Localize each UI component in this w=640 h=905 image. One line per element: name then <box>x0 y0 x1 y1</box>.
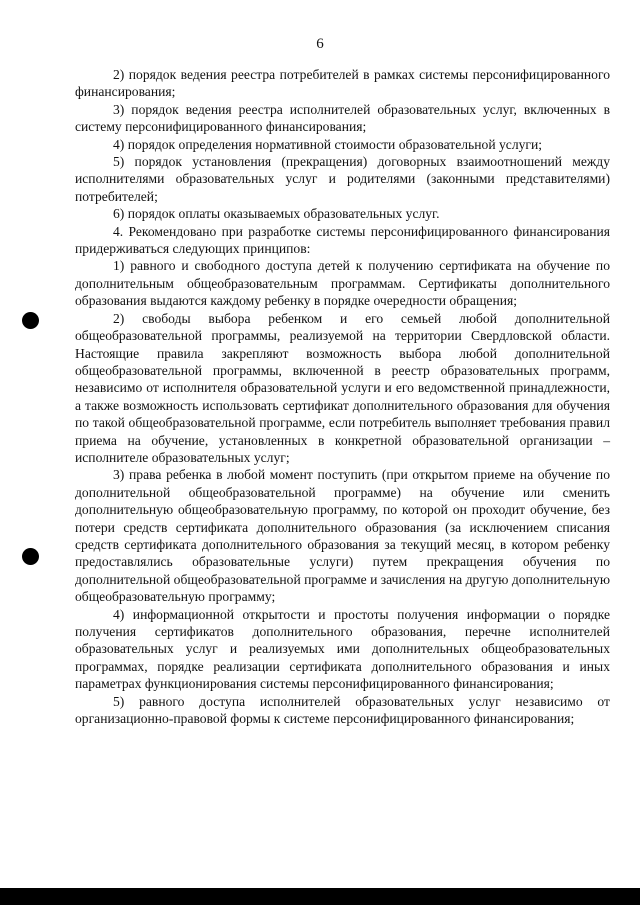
paragraph-list-item-3: 3) порядок ведения реестра исполнителей образовательных услуг, включенных в систему персонифицированного финансирования; <box>75 101 610 135</box>
paragraph-list-item-2: 2) порядок ведения реестра потребителей в рамках системы персонифицированного финансирования; <box>75 67 610 100</box>
paragraph-list-item-4: 4) порядок определения нормативной стоимости образовательной услуги; <box>113 136 543 152</box>
paragraph-principle-5: 5) равного доступа исполнителей образовательных услуг независимо от организационно-правовой формы к системе персонифицированного финансирования; <box>75 693 610 727</box>
punch-hole-bottom <box>22 548 39 565</box>
paragraph-list-item-6: 6) порядок оплаты оказываемых образовательных услуг. <box>113 206 440 222</box>
document-body <box>75 66 610 727</box>
paragraph-principle-3: 3) права ребенка в любой момент поступить (при открытом приеме на обучение по дополнительной общеобразовательной программе) на обучение или сменить дополнительную общеобразовательную программу, по которой он проходит обучение, без потери средств сертификата дополнительного образования (за исключением списания средств сертификата дополнительного образования за текущий месяц, в котором ребенку предоставлялись образовательные услуги) путем прекращения обучения по дополнительной общеобразовательной программе и зачисления на другую дополнительную общеобразовательную программу; <box>75 467 610 605</box>
paragraph-list-item-5: 5) порядок установления (прекращения) договорных взаимоотношений между исполнителями образовательных услуг и родителями (законными представителями) потребителей; <box>75 154 610 204</box>
paragraph-section-4: 4. Рекомендовано при разработке системы персонифицированного финансирования придерживаться следующих принципов: <box>75 223 610 257</box>
page-number: 6 <box>316 36 324 52</box>
paragraph-principle-4: 4) информационной открытости и простоты получения информации о порядке получения сертификатов дополнительного образования, перечне исполнителей образовательных услуг и реализуемых ими дополнительных общеобразовательных программах, порядке реализации сертификата дополнительного образования и иных параметрах функционирования системы персонифицированного финансирования; <box>75 606 610 692</box>
paragraph-principle-2: 2) свободы выбора ребенком и его семьей любой дополнительной общеобразовательной программы, реализуемой на территории Свердловской области. Настоящие правила закрепляют возможность выбора любой дополнительной общеобразовательной программы, включенной в реестр образовательных программ, независимо от исполнителя образовательной услуги и его ведомственной принадлежности, а также возможность использовать сертификат дополнительного образования для обучения по такой общеобразовательной программе, если потребитель выполняет требования правил приема на обучение, установленных в конкретной образовательной организации – исполнителе образовательных услуг; <box>75 310 610 465</box>
scan-edge-bar <box>0 888 640 905</box>
punch-hole-top <box>22 312 39 329</box>
paragraph-principle-1: 1) равного и свободного доступа детей к получению сертификата на обучение по дополнительным общеобразовательным программам. Сертификаты дополнительного образования выдаются каждому ребенку в порядке очередности обращения; <box>75 258 610 309</box>
